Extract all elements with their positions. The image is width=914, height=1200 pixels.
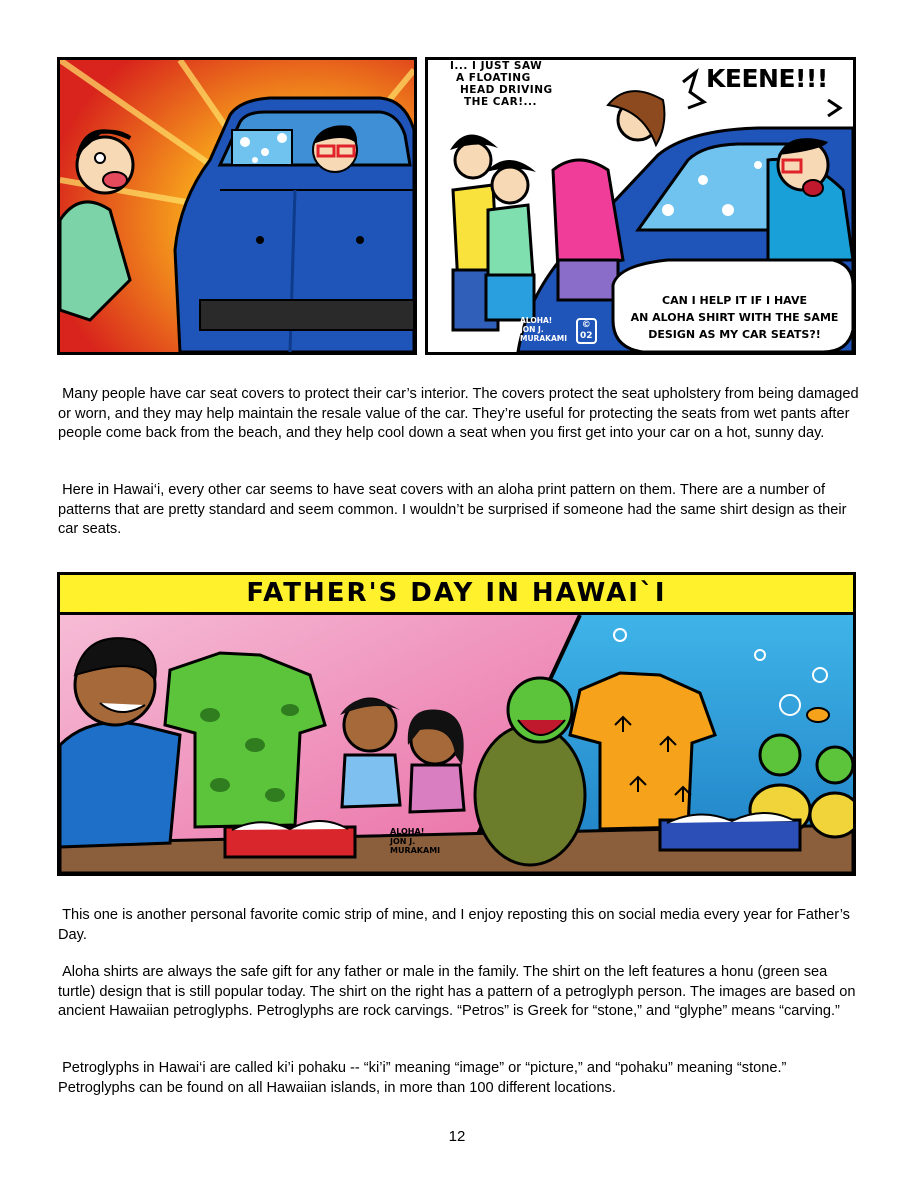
copyright-year: 02 bbox=[580, 331, 593, 341]
panel-left-art bbox=[60, 60, 414, 352]
paragraph: Many people have car seat covers to protect their car’s interior. The covers protect the seat upholstery from being damaged or worn, and they may help maintain the resale value of the car. They’re useful for protecting the seats from wet pants after people come back from the beach, and they help cool down a seat when you first get into your car on a hot, sunny day. bbox=[58, 386, 863, 441]
signature-line: JON J. bbox=[520, 325, 544, 334]
page-number: 12 bbox=[448, 1128, 466, 1145]
driver-speech-line: AN ALOHA SHIRT WITH THE SAME bbox=[630, 311, 839, 324]
driver-speech bbox=[616, 292, 853, 343]
paragraph: Petroglyphs in Hawai‘i are called ki’i pohaku -- “ki’i” meaning “image” or “picture,” and “pohaku” meaning “stone.” Petroglyphs can be found on all Hawaiian islands, in more than 100 different locations. bbox=[58, 1060, 795, 1096]
comic2-title-bar bbox=[60, 575, 853, 615]
signature-line: MURAKAMI bbox=[390, 846, 441, 855]
signature-line: JON J. bbox=[390, 836, 416, 846]
copyright-symbol: © bbox=[581, 320, 591, 330]
comic2-title: FATHER'S DAY IN HAWAI`I bbox=[246, 578, 667, 608]
paragraph: This one is another personal favorite comic strip of mine, and I enjoy reposting this on social media every year for Father’s Day. bbox=[58, 907, 855, 943]
driver-speech-line: DESIGN AS MY CAR SEATS?! bbox=[648, 328, 821, 341]
signature-line: ALOHA! bbox=[520, 316, 553, 325]
paragraph: Aloha shirts are always the safe gift for any father or male in the family. The shirt on the left features a honu (green sea turtle) design that is still popular today. The shirt on the right has a pattern of a petroglyph person. The images are based on ancient Hawaiian petroglyphs. Petroglyphs are rock carvings. “Petros” is Greek for “stone,” and “glyphe” means “carving.” bbox=[58, 964, 860, 1019]
signature-line: ALOHA! bbox=[390, 827, 425, 836]
comic1-panel-right bbox=[425, 57, 856, 355]
girl-speech-line: THE CAR!... bbox=[464, 96, 537, 108]
girl-speech bbox=[450, 60, 610, 108]
comic2-panel bbox=[57, 572, 856, 876]
copyright-mark bbox=[576, 318, 597, 344]
girl-speech-line: HEAD DRIVING bbox=[460, 84, 553, 96]
girl-speech-line: A FLOATING bbox=[456, 72, 531, 84]
comic2-signature bbox=[390, 827, 440, 856]
driver-speech-line: CAN I HELP IT IF I HAVE bbox=[662, 294, 807, 307]
girl-speech-line: I... I JUST SAW bbox=[450, 60, 543, 72]
paragraph: Here in Hawai‘i, every other car seems to have seat covers with an aloha print pattern on them. There are a number of patterns that are pretty standard and seem common. I wouldn’t be surprised if someone had the same shirt design as their car seats. bbox=[58, 482, 851, 537]
keene-shout: KEENE!!! bbox=[706, 64, 828, 93]
comic2-art bbox=[60, 615, 853, 873]
comic1-panel-left bbox=[57, 57, 417, 355]
signature bbox=[520, 316, 567, 343]
signature-line: MURAKAMI bbox=[520, 334, 568, 343]
